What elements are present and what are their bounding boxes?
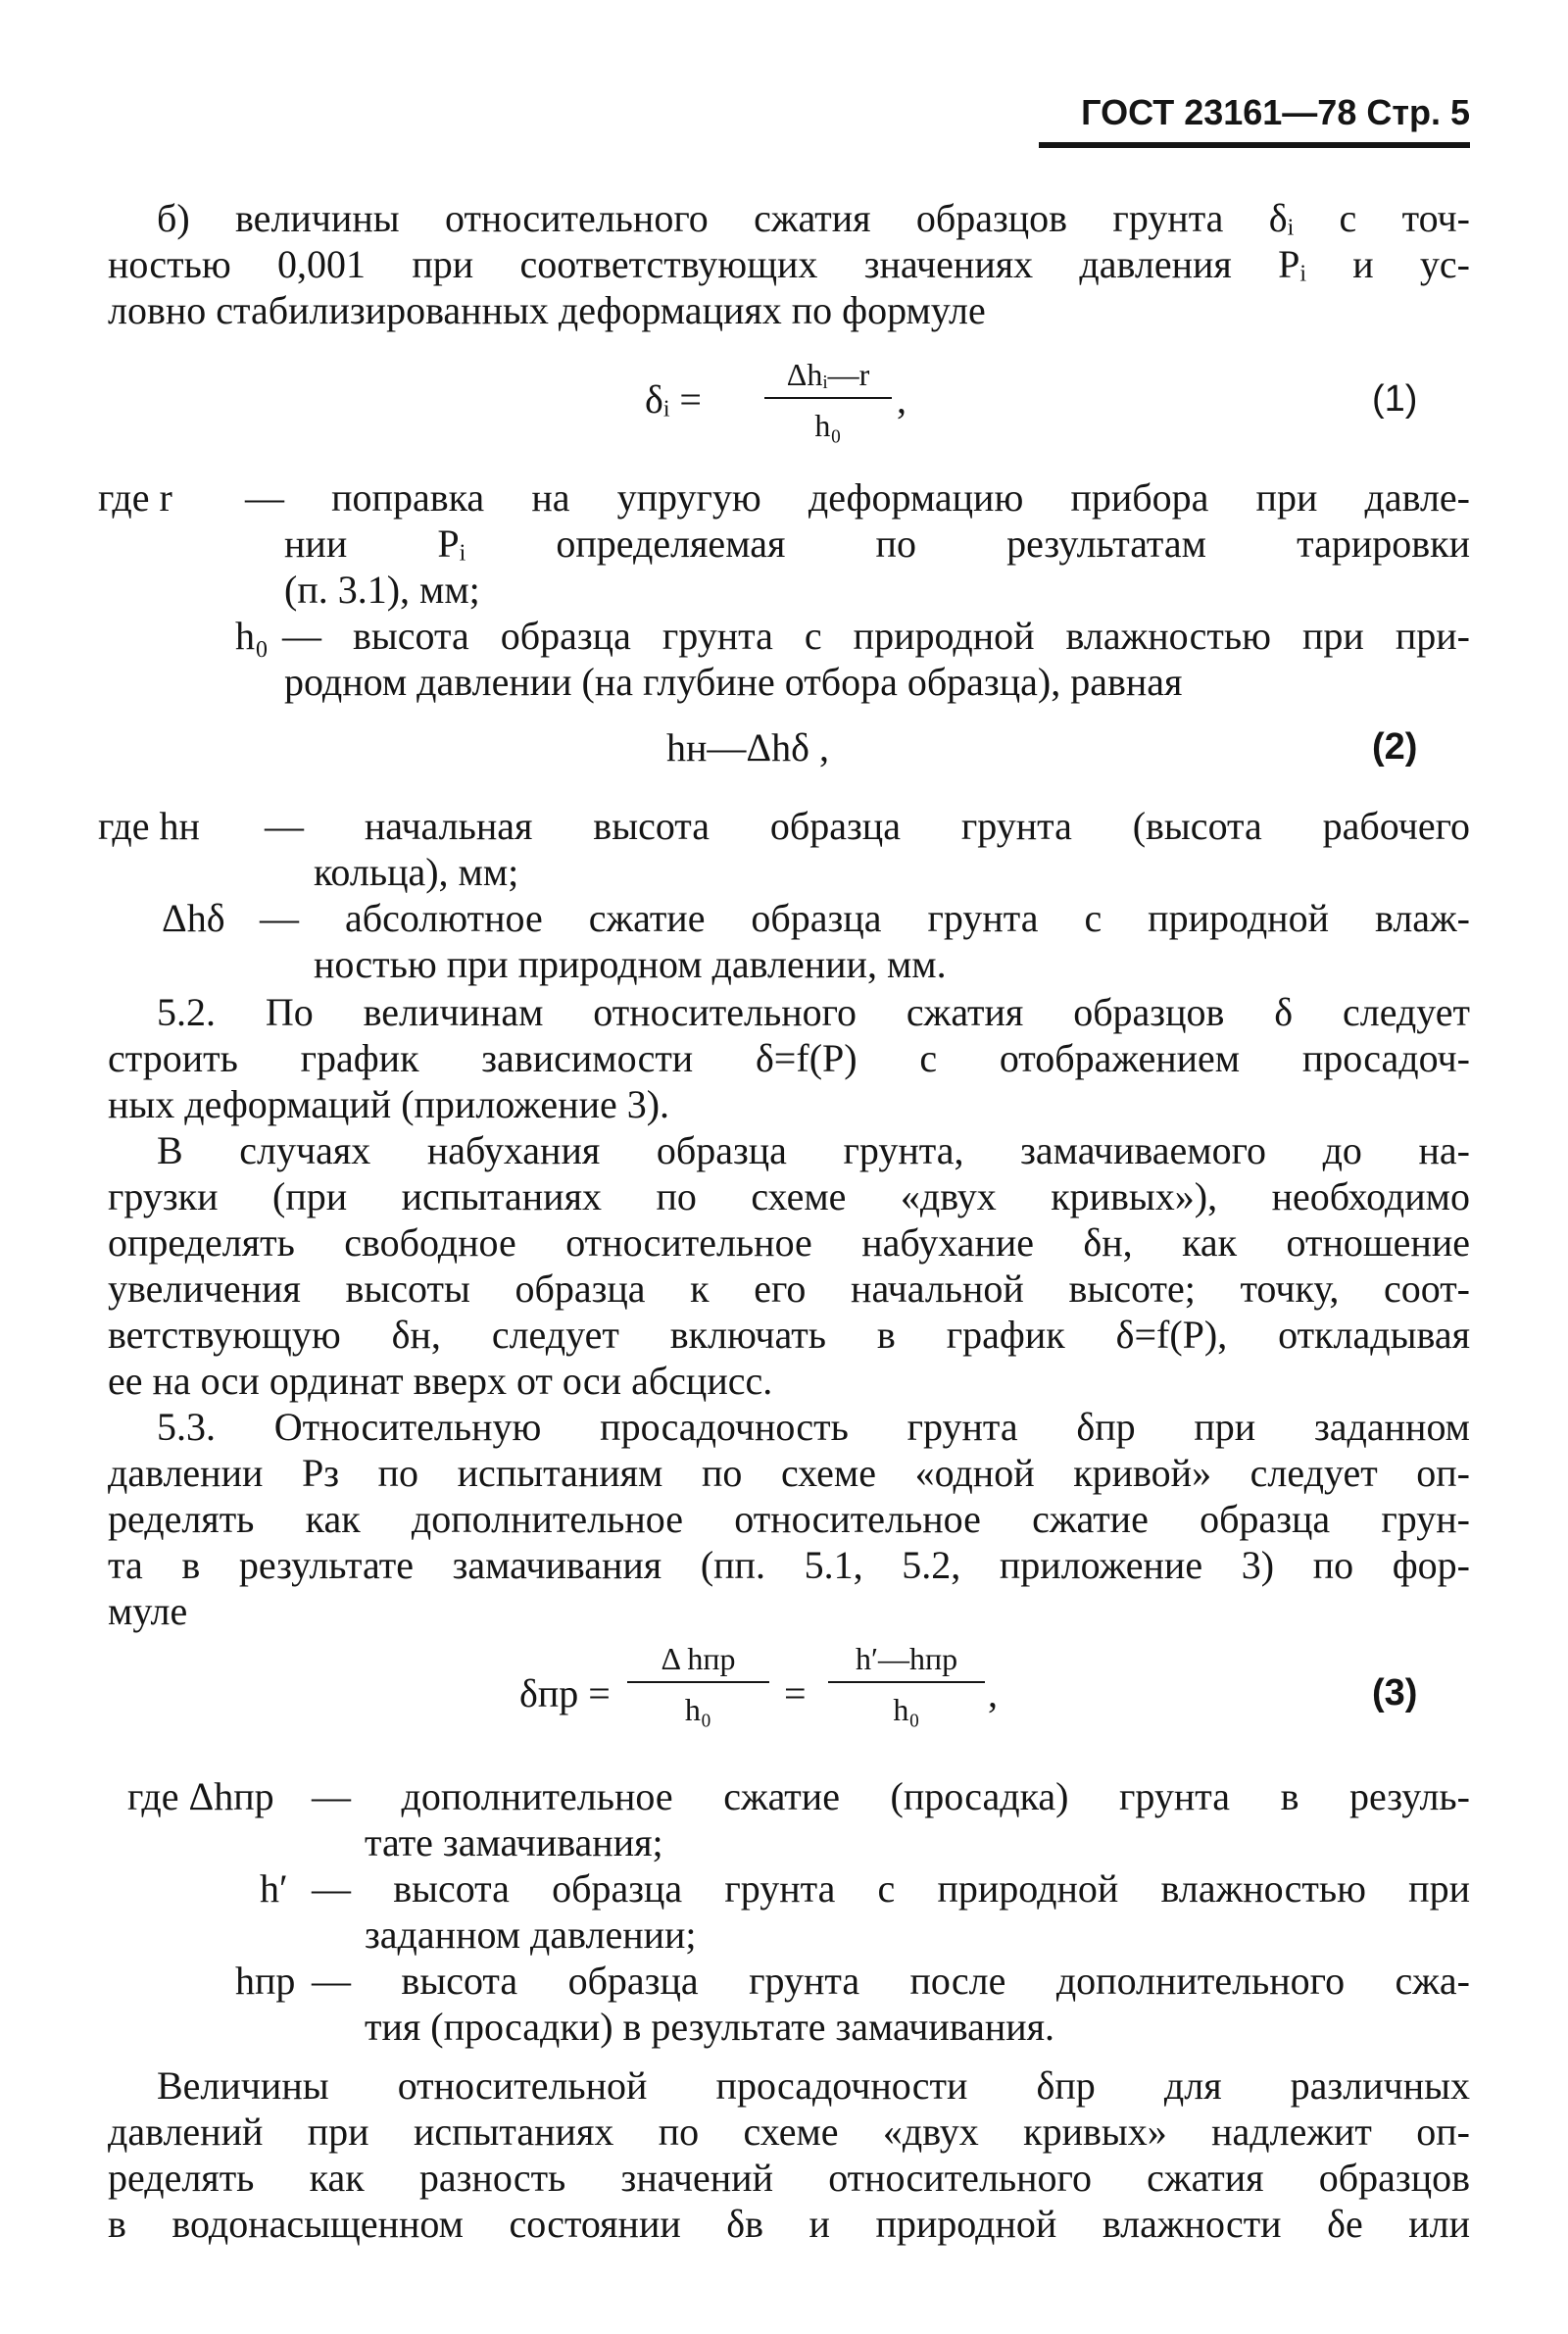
text-line: та в результате замачивания (пп. 5.1, 5.2, приложение 3) по фор- [108,1543,1470,1587]
formula-1-denominator: h₀ [814,408,842,443]
where-definition: — начальная высота образца грунта (высота рабочего [265,804,1470,848]
where-symbol: где r [98,475,172,520]
formula-3-denominator-1: h₀ [684,1692,712,1727]
formula-3-fraction-2 [828,1637,985,1745]
where-definition: (п. 3.1), мм; [284,568,480,612]
where-symbol: где hн [98,804,200,848]
where-definition: родном давлении (на глубине отбора образца), равная [284,660,1183,704]
where-definition: кольца), мм; [314,850,519,894]
formula-1-number: (1) [1372,378,1418,420]
text-line: ветствующую δн, следует включать в график δ=f(P), откладывая [108,1313,1470,1357]
formula-1-lhs: δᵢ = [645,377,702,422]
text-line: 5.2. По величинам относительного сжатия образцов δ следует [157,990,1470,1034]
text-line: Величины относительной просадочности δпр для различных [157,2063,1470,2108]
text-line: в водонасыщенном состоянии δв и природной влажности δe или [108,2202,1470,2246]
formula-3-fraction-1 [627,1637,769,1745]
text-line: В случаях набухания образца грунта, замачиваемого до на- [157,1128,1470,1172]
text-line: ностью 0,001 при соответствующих значениях давления Pᵢ и ус- [108,242,1470,286]
text-line: ее на оси ординат вверх от оси абсцисс. [108,1359,773,1403]
text-line: муле [108,1589,188,1633]
text-line: определять свободное относительное набухание δн, как отношение [108,1220,1470,1265]
header-rule [1039,142,1470,148]
text-line: б) величины относительного сжатия образцов грунта δᵢ с точ- [157,196,1470,240]
formula-3-denominator-2: h₀ [893,1692,920,1727]
where-symbol: где Δhпр [127,1774,274,1818]
where-definition: — высота образца грунта с природной влажностью при [312,1866,1470,1911]
where-definition: заданном давлении; [365,1912,697,1957]
formula-3-tail: , [988,1671,998,1715]
text-line: грузки (при испытаниях по схеме «двух кривых»), необходимо [108,1174,1470,1218]
formula-2-number: (2) [1372,726,1418,768]
where-definition: тия (просадки) в результате замачивания. [365,2005,1055,2049]
where-symbol: h′ [260,1866,288,1911]
fraction-bar [627,1681,769,1683]
formula-1-tail: , [897,377,906,422]
where-symbol: hпр [235,1959,296,2003]
where-definition: — высота образца грунта после дополнительного сжа- [312,1959,1470,2003]
where-symbol: h₀ [235,614,269,658]
text-line: ределять как разность значений относительного сжатия образцов [108,2156,1470,2200]
where-definition: — высота образца грунта с природной влажностью при при- [282,614,1470,658]
where-definition: тате замачивания; [365,1820,663,1864]
formula-2-expression: hн—Δhδ , [666,725,829,770]
where-definition: — абсолютное сжатие образца грунта с природной влаж- [260,896,1470,940]
formula-1-numerator: Δhᵢ—r [786,357,870,392]
text-line: давлений при испытаниях по схеме «двух кривых» надлежит оп- [108,2110,1470,2154]
where-definition: ностью при природном давлении, мм. [314,942,947,986]
text-line: строить график зависимости δ=f(P) с отображением просадоч- [108,1036,1470,1080]
text-line: 5.3. Относительную просадочность грунта δпр при заданном [157,1405,1470,1449]
fraction-bar [828,1681,985,1683]
where-definition: нии Pᵢ определяемая по результатам тарировки [284,521,1470,566]
where-symbol: Δhδ [162,896,225,940]
formula-3-numerator-1: Δ hпр [661,1641,736,1676]
where-definition: — дополнительное сжатие (просадка) грунта в резуль- [312,1774,1470,1818]
formula-1-fraction [764,353,892,461]
formula-3-numerator-2: h′—hпр [855,1641,958,1676]
text-line: ределять как дополнительное относительное сжатие образца грун- [108,1497,1470,1541]
text-line: ных деформаций (приложение 3). [108,1082,670,1126]
text-line: увеличения высоты образца к его начальной высоте; точку, соот- [108,1266,1470,1311]
formula-3-lhs: δпр = [519,1671,611,1715]
where-definition: — поправка на упругую деформацию прибора при давле- [245,475,1470,520]
formula-3-equals: = [784,1671,807,1715]
formula-3-number: (3) [1372,1672,1418,1713]
page-header: ГОСТ 23161—78 Стр. 5 [1081,92,1470,132]
fraction-bar [764,397,892,399]
text-line: давлении Pз по испытаниям по схеме «одной кривой» следует оп- [108,1451,1470,1495]
text-line: ловно стабилизированных деформациях по формуле [108,288,986,332]
